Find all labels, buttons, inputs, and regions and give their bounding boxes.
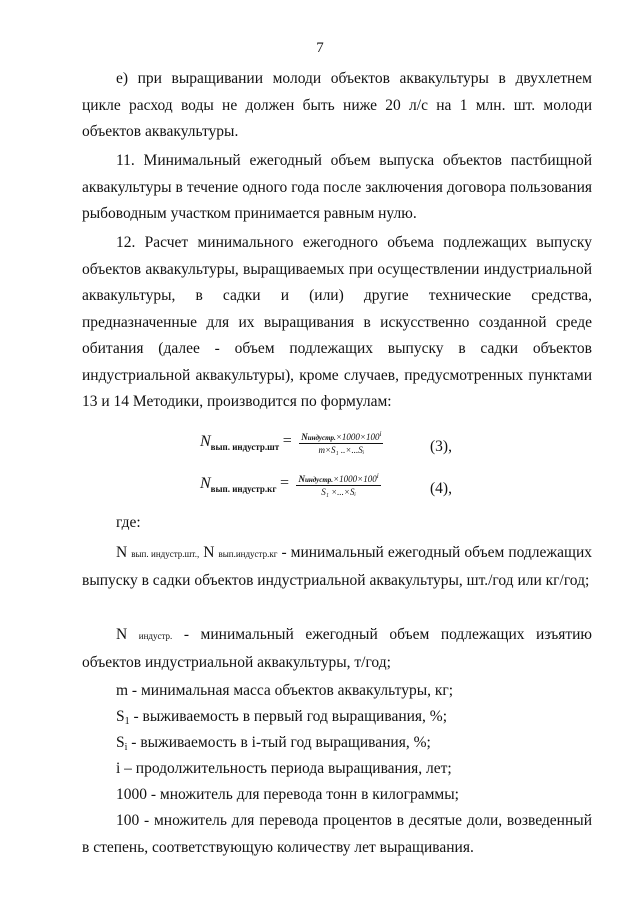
formula-3-lhs: $N_{вып. индустр.шт}$ [200,432,280,452]
definition-100: 100 - множитель для перевода процентов в десятые доли, возведенный в степень, соответствующую количеству лет выращивания. [82,812,592,856]
definition-si: Si - выживаемость в i-тый год выращивания, %; [116,734,431,753]
formula-3-fraction: $\frac{Nиндустр.\times 1000\times 100^i}{\text{m×S₁ ..×...Sᵢ}}$ [301,430,382,455]
formula-3-number: (3), [430,438,452,455]
formula-4-lhs: $N_{вып. индустр.кг}$ [200,474,277,494]
definition-i: i – продолжительность периода выращивания, лет; [116,760,452,777]
formula-4-number: (4), [430,480,452,497]
formula-3: $N_{вып. индустр.шт}$ = $\frac{Nиндустр.\times 1000\times 100^i}{\text{m×S₁ ..×...Sᵢ}}$ [200,430,382,455]
definition-s1: S1 - выживаемость в первый год выращивания, %; [116,708,448,727]
formula-4: $N_{вып. индустр.кг}$ = $\frac{Nиндустр.\times 1000\times 100^i}{\text{S₁ ×...×Sᵢ}}$ [200,472,379,497]
formula-4-fraction: $\frac{Nиндустр.\times 1000\times 100^i}{\text{S₁ ×...×Sᵢ}}$ [298,472,379,497]
definition-m: m - минимальная масса объектов аквакультуры, кг; [116,682,454,699]
paragraph-e: е) при выращивании молоди объектов аквакультуры в двухлетнем цикле расход воды не должен быть ниже 20 л/с на 1 млн. шт. молоди объектов аквакультуры. [82,70,592,140]
definition-1000: 1000 - множитель для перевода тонн в килограммы; [116,786,459,803]
where-label: где: [116,514,141,531]
page-number: 7 [316,40,324,56]
paragraph-11: 11. Минимальный ежегодный объем выпуска объектов пастбищной аквакультуры в течение одного года после заключения договора пользования рыбоводным участком принимается равным нулю. [82,152,592,222]
definition-n-industr: N индустр. - минимальный ежегодный объем подлежащих изъятию объектов индустриальной аквакультуры, т/год; [82,626,592,671]
definition-n-vyp: N вып. индустр.шт., N вып.индустр.кг - минимальный ежегодный объем подлежащих выпуску в садки объектов индустриальной аквакультуры, шт./год или кг/год; [82,544,592,589]
paragraph-12: 12. Расчет минимального ежегодного объема подлежащих выпуску объектов аквакультуры, выращиваемых при осуществлении индустриальной аквакультуры, в садки и (или) другие технические средства, предназначенные для их выращивания в искусственно созданной среде обитания (далее - объем подлежащих выпуску в садки объектов индустриальной аквакультуры), кроме случаев, предусмотренных пунктами 13 и 14 Методики, производится по формулам: [82,234,592,410]
